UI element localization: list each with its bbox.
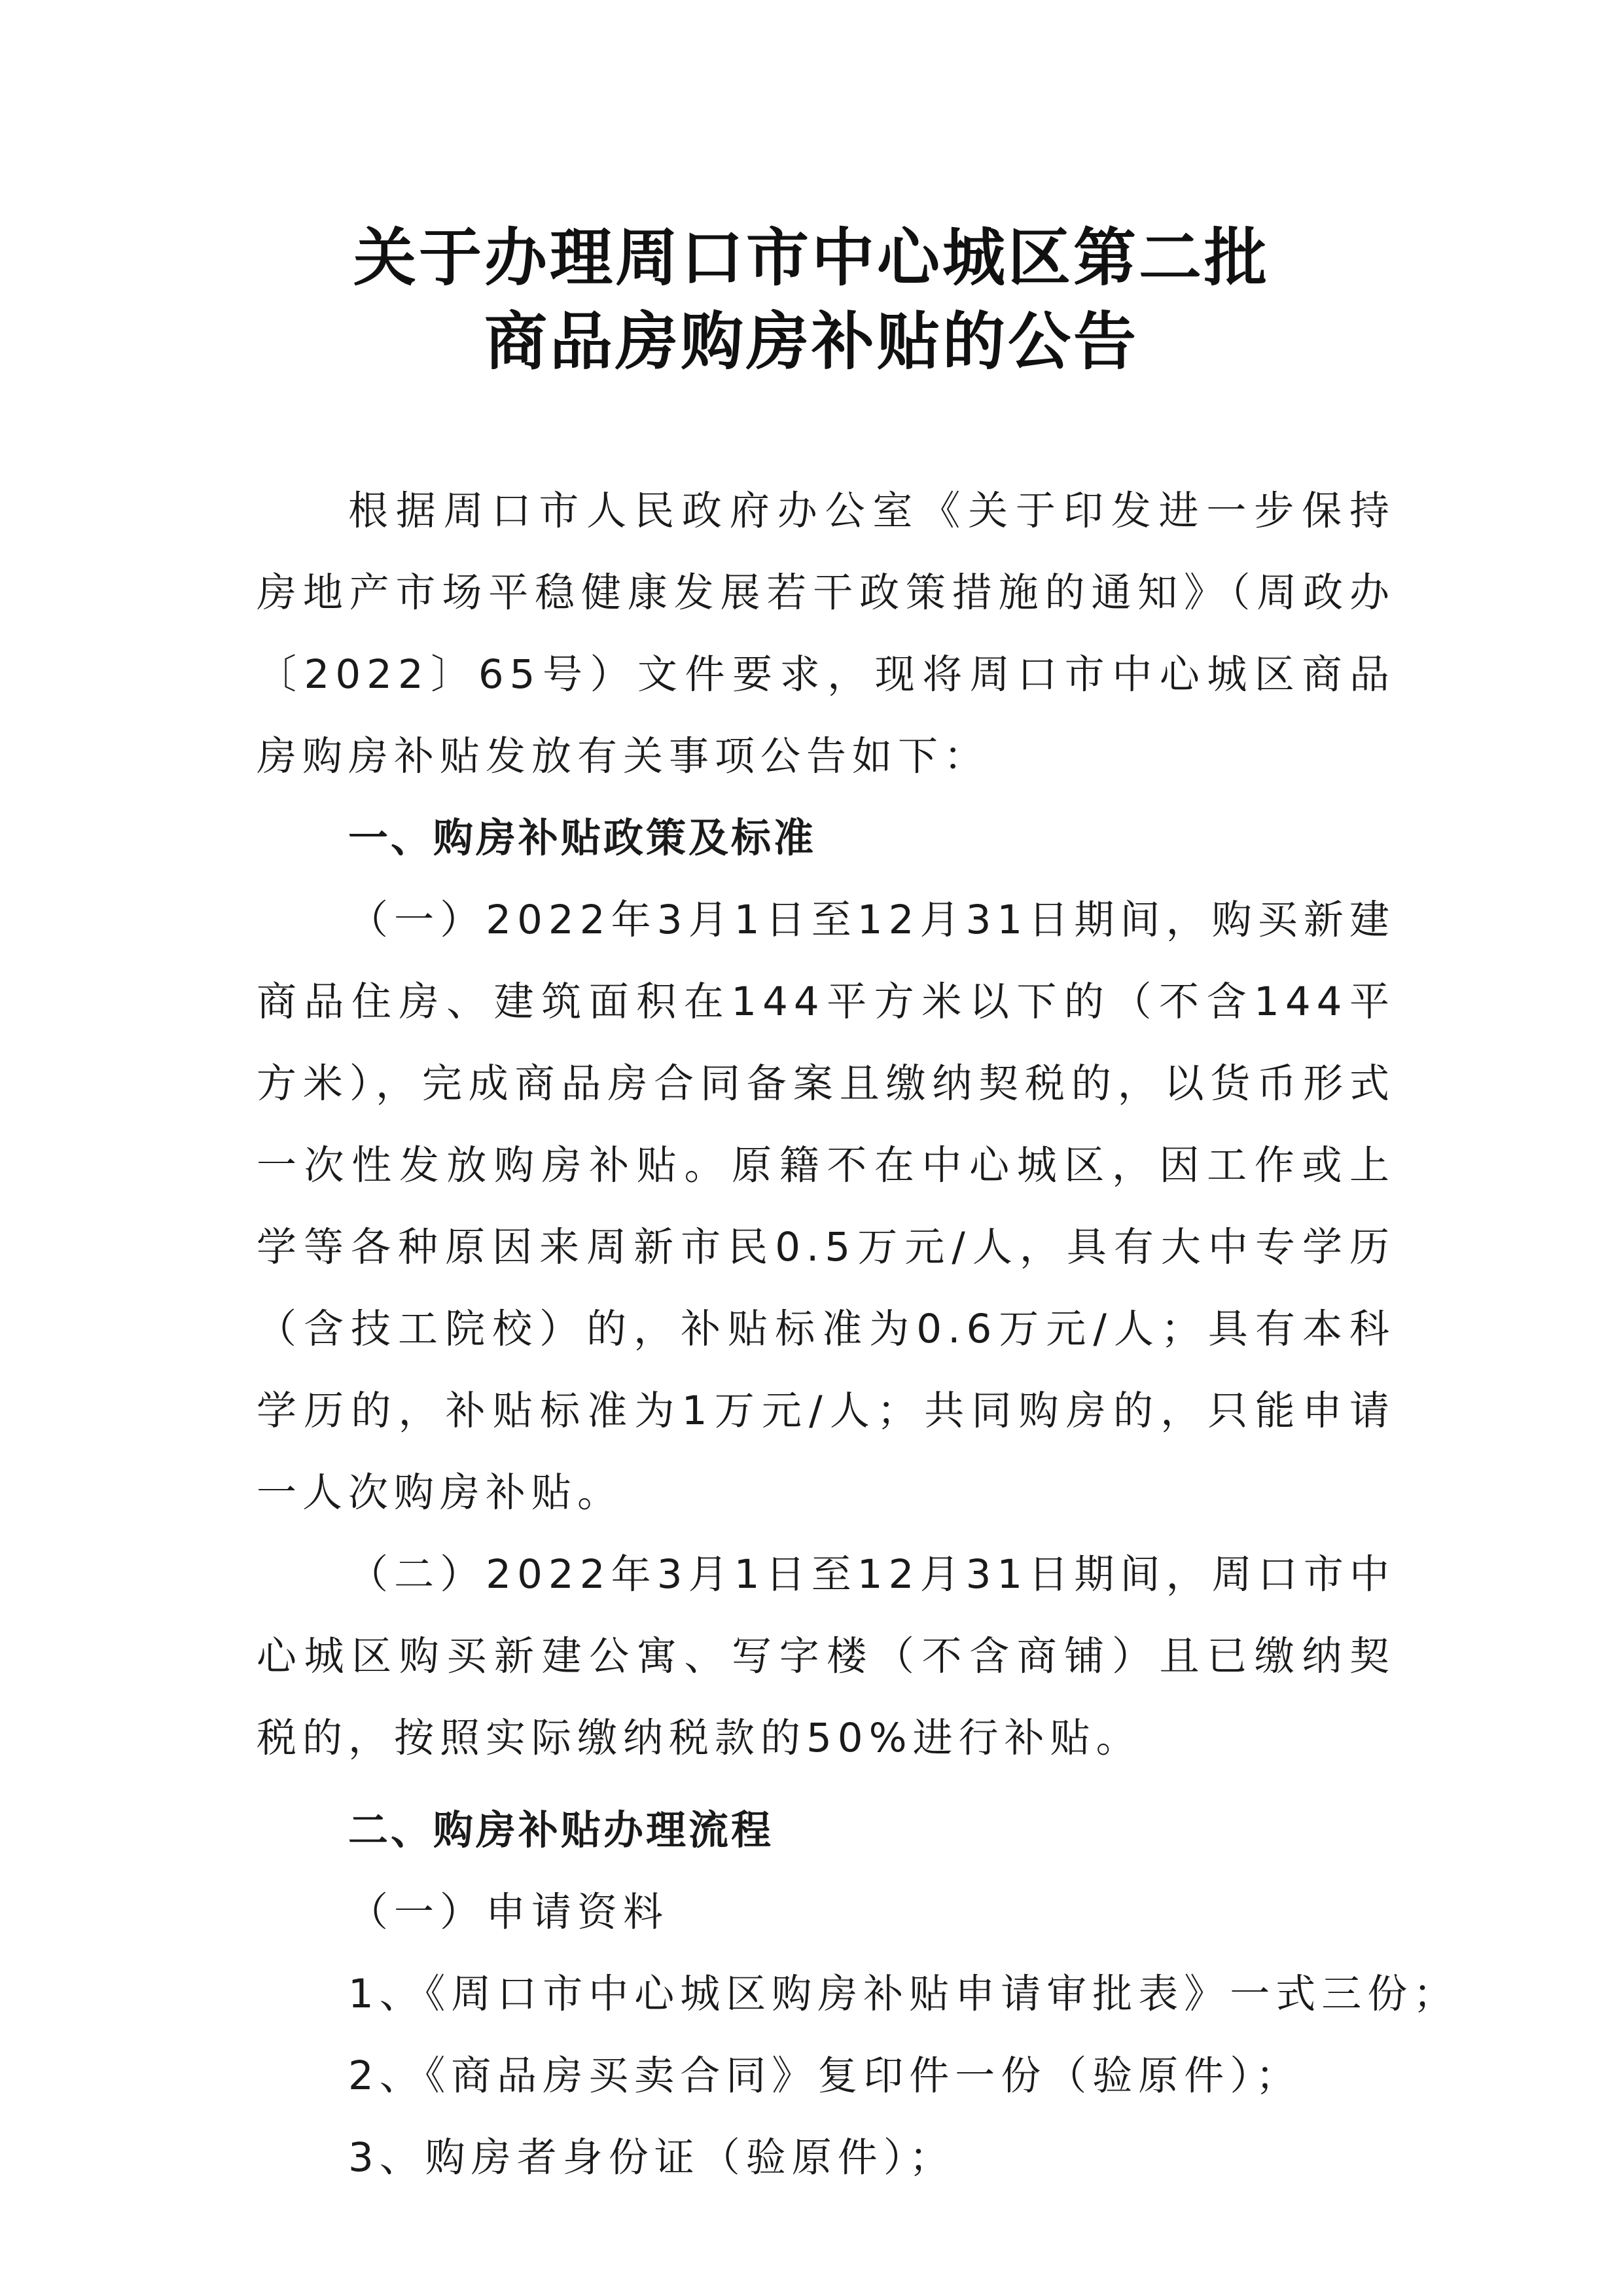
- document-body: [257, 470, 1459, 2198]
- list-item: 3、购房者身份证（验原件）；: [348, 2134, 955, 2181]
- document-title-line2: 商品房购房补贴的公告: [484, 304, 1139, 378]
- section1-paragraph1: （一）2022年3月1日至12月31日期间，购买新建商品住房、建筑面积在144平方米以下的（不含144平方米），完成商品房合同备案且缴纳契税的，以货币形式一次性发放购房补贴。原籍不在中心城区，因工作或上学等各种原因来周新市民0.5万元/人，具有大中专学历（含技工院校）的，补贴标准为0.6万元/人；具有本科学历的，补贴标准为1万元/人；共同购房的，只能申请一人次购房补贴。: [257, 897, 1395, 1516]
- list-item: 1、《周口市中心城区购房补贴申请审批表》一式三份；: [348, 1971, 1459, 2017]
- section2-subheading: （一）申请资料: [348, 1889, 669, 1935]
- list-item: 2、《商品房买卖合同》复印件一份（验原件）；: [348, 2053, 1302, 2099]
- section1-paragraph2: （二）2022年3月1日至12月31日期间，周口市中心城区购买新建公寓、写字楼（不含商铺）且已缴纳契税的，按照实际缴纳税款的50%进行补贴。: [257, 1551, 1395, 1761]
- intro-paragraph: 根据周口市人民政府办公室《关于印发进一步保持房地产市场平稳健康发展若干政策措施的通知》（周政办〔2022〕65号）文件要求，现将周口市中心城区商品房购房补贴发放有关事项公告如下：: [257, 488, 1395, 780]
- document-title-line1: 关于办理周口市中心城区第二批: [353, 221, 1270, 295]
- section2-heading: 二、购房补贴办理流程: [348, 1807, 774, 1854]
- section1-heading: 一、购房补贴政策及标准: [348, 815, 817, 861]
